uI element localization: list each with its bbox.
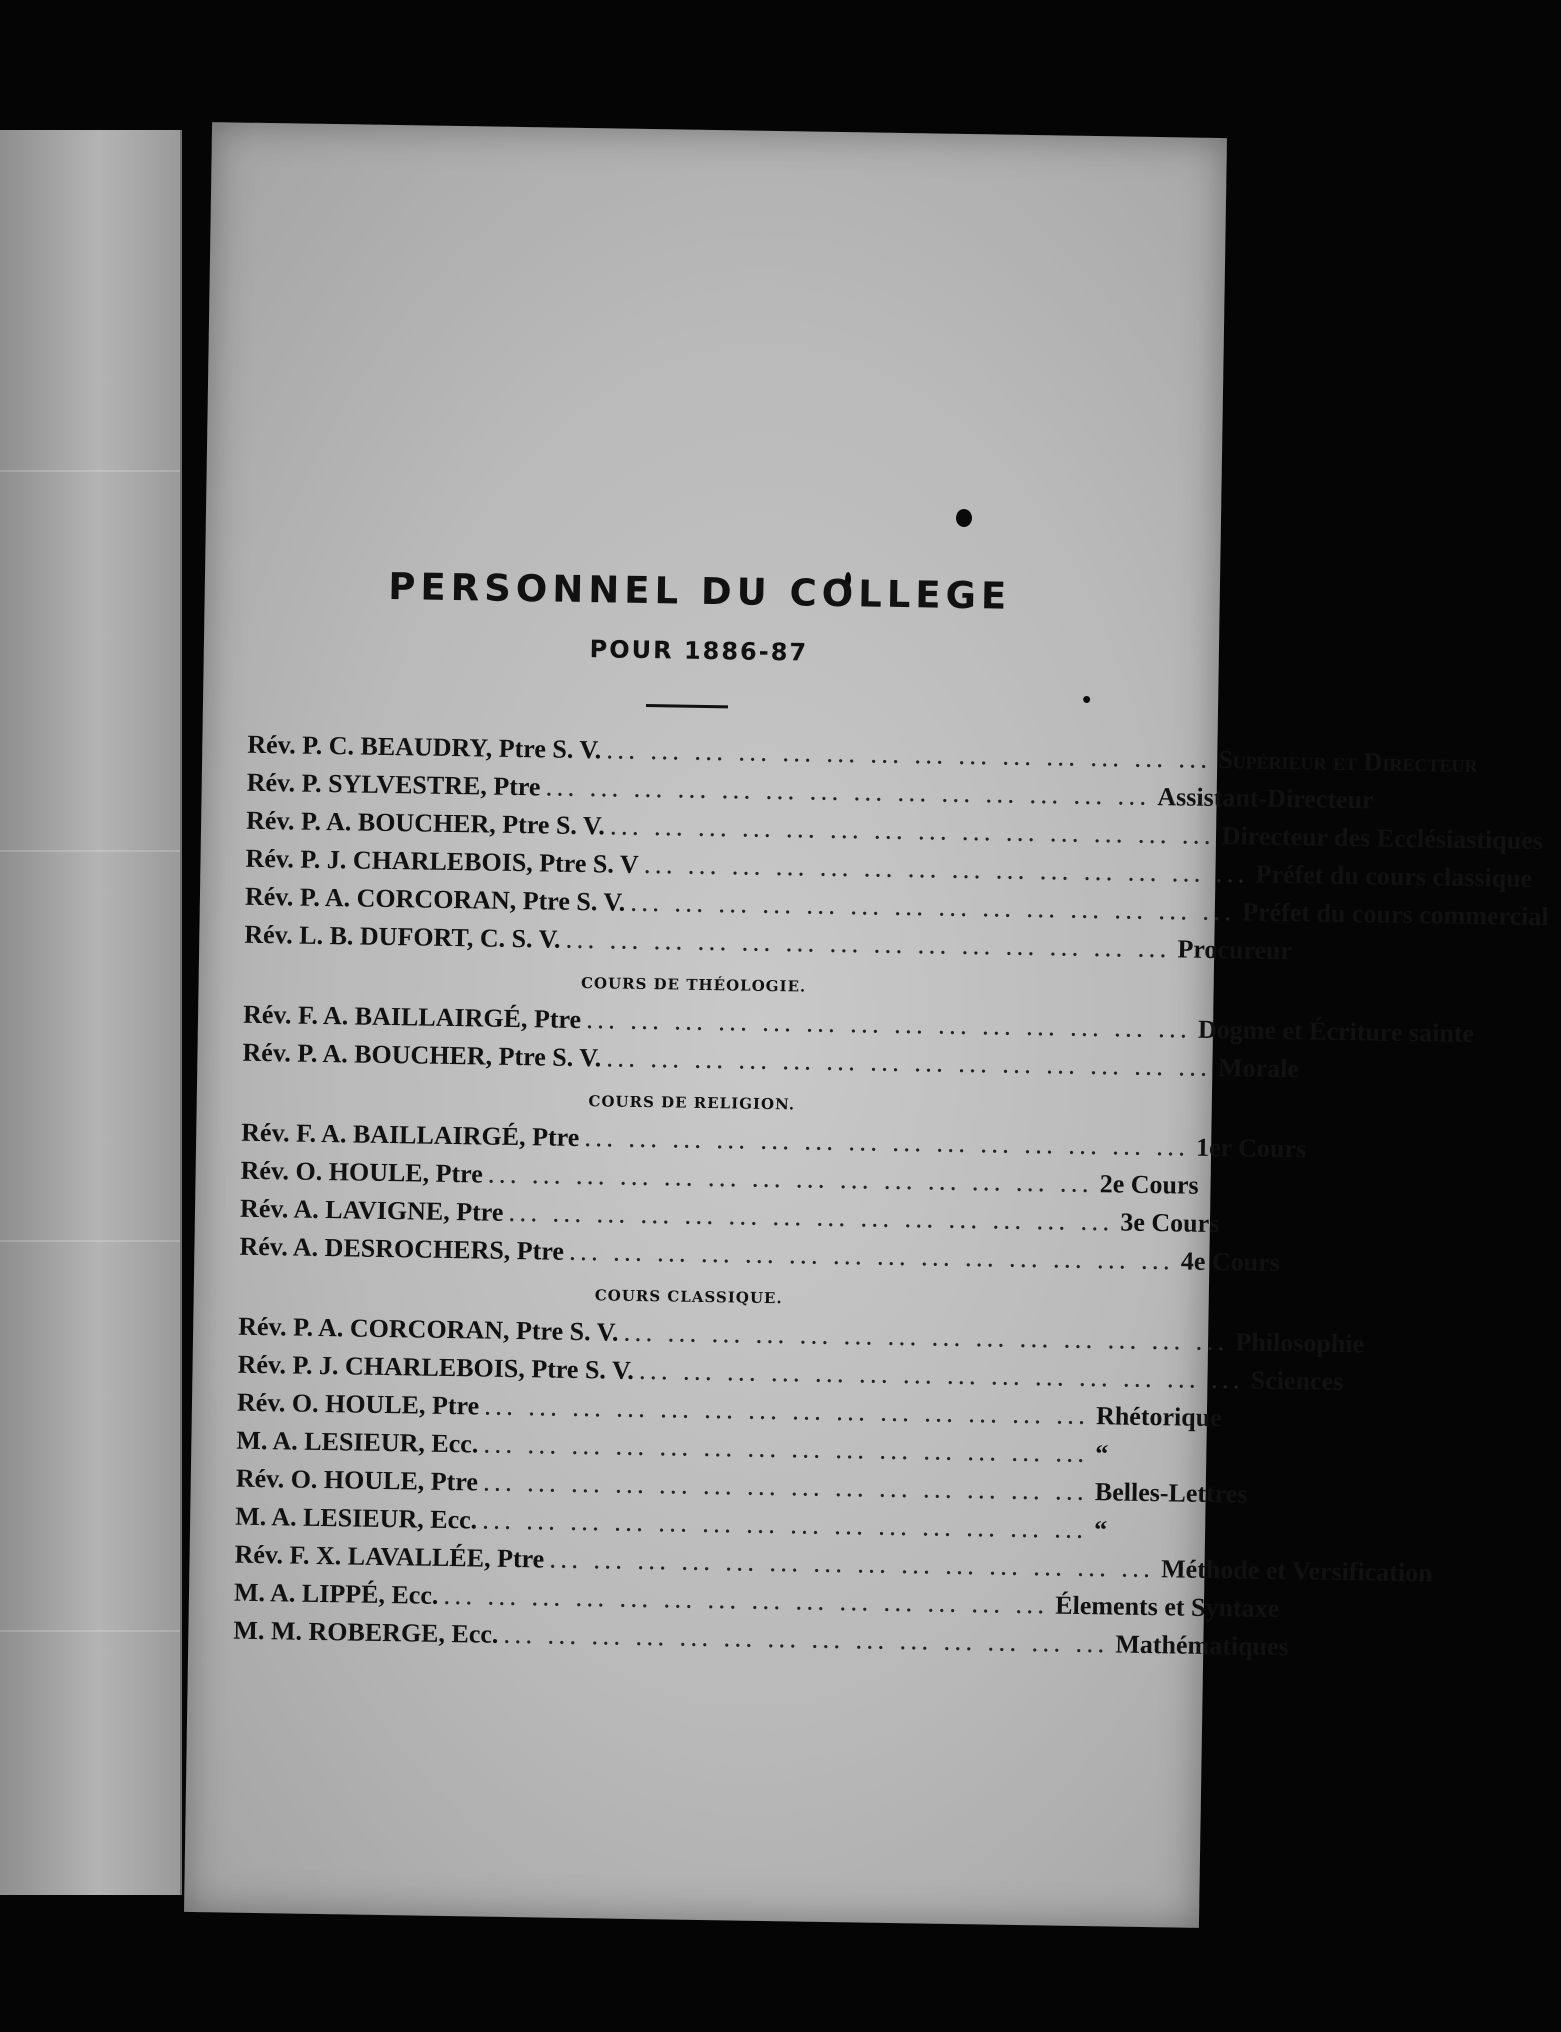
leader-dots: ... ... ... ... ... ... ... ... ... ... ... ... ... ... [550,1550,1156,1583]
page-subtitle: POUR 1886-87 [589,635,809,667]
person-role: 4e Cours [1180,1246,1281,1278]
leader-dots: ... ... ... ... ... ... ... ... ... ... ... ... ... ... [585,1129,1191,1161]
leader-dots: ... ... ... ... ... ... ... ... ... ... ... ... ... ... [607,1049,1213,1081]
person-name: Rév. P. A. CORCORAN, Ptre S. V. [244,881,626,917]
person-role: Préfet du cours commercial [1242,897,1549,932]
leader-dots: ... ... ... ... ... ... ... ... ... ... ... ... ... ... [624,1323,1230,1356]
person-name: Rév. F. A. BAILLAIRGÉ, Ptre [242,999,582,1035]
person-role: Rhétorique [1095,1401,1222,1433]
leader-dots: ... ... ... ... ... ... ... ... ... ... ... ... ... ... [586,1011,1193,1043]
document-page [184,122,1549,1928]
person-role: Directeur des Ecclésiastiques [1221,821,1544,856]
officers-list [244,727,1549,968]
person-name: Rév. P. A. BOUCHER, Ptre S. V. [245,805,606,841]
person-role: Supérieur et Directeur [1217,745,1478,779]
person-name: Rév. O. HOULE, Ptre [240,1155,484,1189]
leader-dots: ... ... ... ... ... ... ... ... ... ... ... ... ... ... [488,1165,1094,1198]
person-role: Méthode et Versification [1160,1554,1433,1588]
person-name: Rév. P. J. CHARLEBOIS, Ptre S. V [245,843,639,879]
leader-dots: ... ... ... ... ... ... ... ... ... ... ... ... ... ... [484,1397,1091,1430]
person-name: Rév. P. J. CHARLEBOIS, Ptre S. V. [237,1349,635,1385]
person-role: Préfet du cours classique [1255,859,1533,893]
person-name: M. A. LIPPÉ, Ecc. [233,1577,439,1610]
person-name: Rév. O. HOULE, Ptre [236,1387,480,1421]
document-content [233,563,1549,1664]
person-name: Rév. L. B. DUFORT, C. S. V. [244,919,561,954]
leader-dots: ... ... ... ... ... ... ... ... ... ... ... ... ... ... [509,1203,1115,1236]
theology-list [242,997,1475,1086]
leader-dots: ... ... ... ... ... ... ... ... ... ... ... ... ... ... [610,817,1216,849]
leader-dots: ... ... ... ... ... ... ... ... ... ... ... ... ... ... [639,1362,1245,1394]
person-role: Sciences [1250,1365,1344,1397]
leader-dots: ... ... ... ... ... ... ... ... ... ... ... ... ... ... [566,930,1172,963]
section-heading-religion: COURS DE RELIGION. [588,1092,796,1114]
leader-dots: ... ... ... ... ... ... ... ... ... ... ... ... ... ... [546,778,1152,810]
person-role: Morale [1217,1053,1300,1084]
person-name: Rév. F. A. BAILLAIRGÉ, Ptre [241,1117,580,1153]
leader-dots: ... ... ... ... ... ... ... ... ... ... ... ... ... ... [483,1473,1090,1506]
person-role: Procureur [1177,934,1293,966]
person-name: Rév. O. HOULE, Ptre [235,1463,479,1497]
person-role: “ [1095,1439,1109,1469]
person-role: 3e Cours [1120,1207,1220,1239]
person-name: Rév. F. X. LAVALLÉE, Ptre [234,1539,545,1574]
classique-list [233,1309,1433,1664]
person-role: Belles-Lettres [1094,1477,1248,1509]
leader-dots: ... ... ... ... ... ... ... ... ... ... ... ... ... ... [569,1242,1176,1275]
person-name: M. M. ROBERGE, Ecc. [233,1615,499,1649]
title-divider [646,704,728,708]
person-role: Philosophie [1235,1327,1365,1359]
person-name: Rév. P. SYLVESTRE, Ptre [246,767,541,802]
person-name: Rév. A. LAVIGNE, Ptre [239,1193,504,1227]
religion-list [239,1115,1307,1280]
leader-dots: ... ... ... ... ... ... ... ... ... ... ... ... ... ... [631,893,1237,926]
leader-dots: ... ... ... ... ... ... ... ... ... ... ... ... ... ... [482,1511,1089,1544]
section-heading-classique: COURS CLASSIQUE. [594,1286,783,1308]
person-role: Mathématiques [1115,1629,1289,1662]
person-name: Rév. P. A. CORCORAN, Ptre S. V. [237,1311,619,1347]
leader-dots: ... ... ... ... ... ... ... ... ... ... ... ... ... ... [444,1586,1050,1619]
person-name: M. A. LESIEUR, Ecc. [236,1425,479,1459]
person-role: 2e Cours [1099,1169,1199,1200]
left-page-edge [0,130,182,1895]
person-name: Rév. P. A. BOUCHER, Ptre S. V. [242,1037,602,1073]
person-role: “ [1093,1515,1108,1545]
leader-dots: ... ... ... ... ... ... ... ... ... ... ... ... ... ... [607,741,1213,773]
page-title: PERSONNEL DU COLLEGE [388,564,1012,618]
person-name: Rév. A. DESROCHERS, Ptre [239,1231,565,1266]
person-role: Assistant-Directeur [1157,782,1374,815]
person-role: 1er Cours [1195,1132,1307,1164]
person-name: M. A. LESIEUR, Ecc. [234,1501,478,1535]
leader-dots: ... ... ... ... ... ... ... ... ... ... ... ... ... ... [504,1625,1110,1658]
person-role: Dogme et Écriture sainte [1197,1014,1475,1049]
leader-dots: ... ... ... ... ... ... ... ... ... ... ... ... ... ... [644,856,1250,888]
leader-dots: ... ... ... ... ... ... ... ... ... ... ... ... ... ... [484,1435,1090,1468]
section-heading-theology: COURS DE THÉOLOGIE. [580,974,807,996]
person-name: Rév. P. C. BEAUDRY, Ptre S. V. [247,729,602,765]
person-role: Élements et Syntaxe [1055,1590,1280,1624]
